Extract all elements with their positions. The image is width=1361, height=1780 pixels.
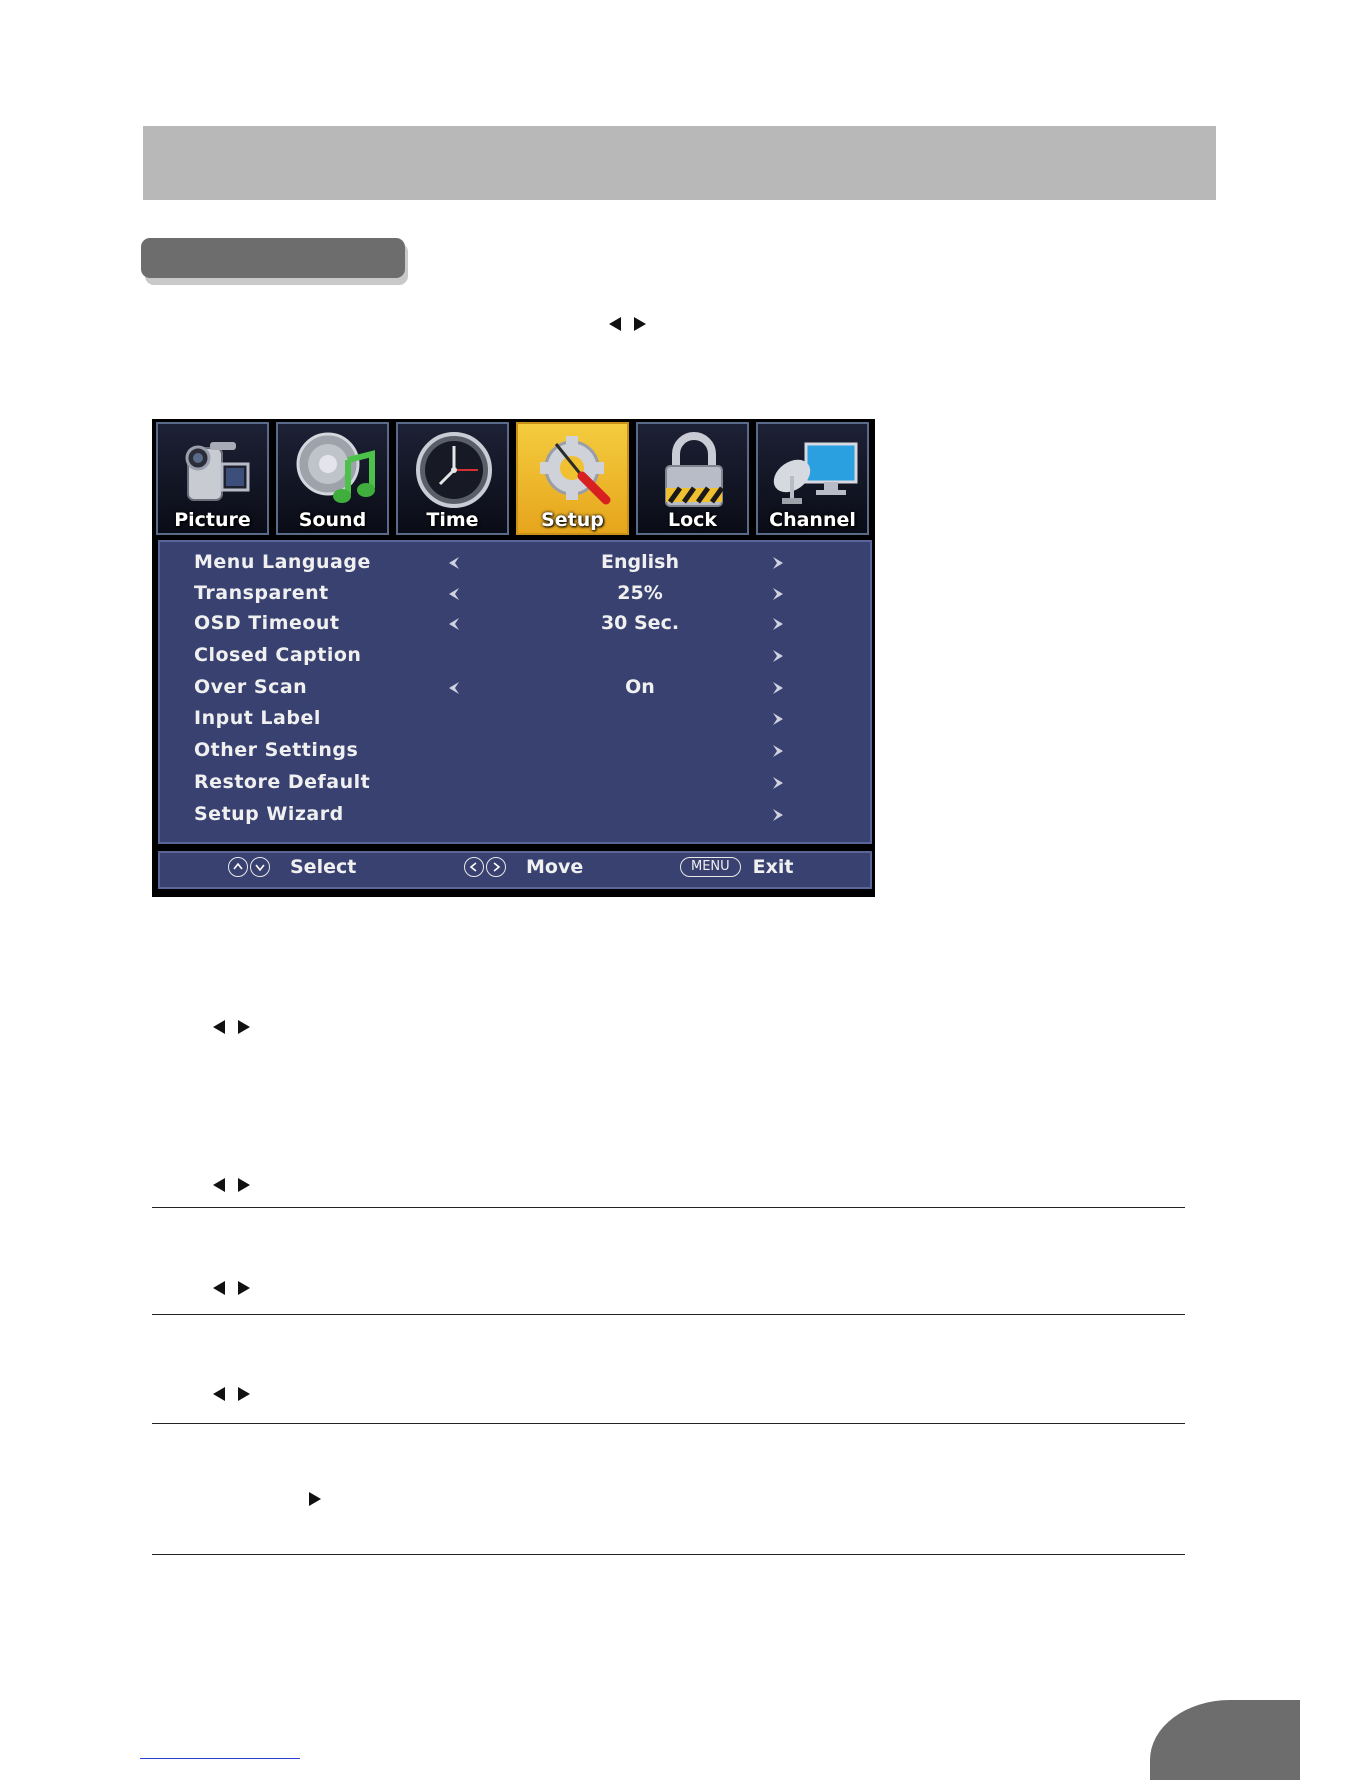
- menu-item-value: On: [625, 676, 655, 698]
- menu-item-label: Over Scan: [194, 676, 308, 698]
- section-title-pill: [141, 238, 405, 278]
- tab-picture[interactable]: [156, 422, 269, 535]
- tab-label: Lock: [667, 509, 718, 531]
- tab-label: Setup: [541, 509, 604, 531]
- up-circle-icon: [228, 857, 248, 877]
- camcorder-icon: [166, 430, 262, 510]
- menu-row-closed-caption[interactable]: [160, 642, 870, 672]
- exit-label: Exit: [752, 856, 794, 878]
- menu-row-restore-default[interactable]: [160, 769, 870, 799]
- menu-row-input-label[interactable]: [160, 705, 870, 735]
- setup-menu-panel: [158, 540, 872, 844]
- clock-icon: [406, 430, 502, 510]
- footer-link-underline[interactable]: [140, 1758, 300, 1759]
- menu-key-icon: MENU: [680, 857, 741, 877]
- tab-channel[interactable]: [756, 422, 869, 535]
- chevron-left-icon[interactable]: [446, 586, 462, 602]
- move-hint: [464, 856, 583, 878]
- divider: [152, 1423, 1185, 1424]
- menu-item-label: OSD Timeout: [194, 612, 340, 634]
- menu-row-other-settings[interactable]: [160, 737, 870, 767]
- padlock-icon: [646, 430, 742, 510]
- exit-hint: [680, 856, 794, 878]
- menu-item-label: Other Settings: [194, 739, 359, 761]
- tab-label: Sound: [298, 509, 367, 531]
- menu-item-label: Transparent: [194, 582, 329, 604]
- tab-label: Time: [426, 509, 479, 531]
- tab-setup[interactable]: [516, 422, 629, 535]
- chevron-right-icon[interactable]: [770, 743, 786, 759]
- tab-time[interactable]: [396, 422, 509, 535]
- left-right-arrows-icon: [213, 1178, 250, 1192]
- chevron-right-icon[interactable]: [770, 775, 786, 791]
- chevron-left-icon[interactable]: [446, 680, 462, 696]
- divider: [152, 1554, 1185, 1555]
- divider: [152, 1314, 1185, 1315]
- gear-screwdriver-icon: [526, 430, 622, 510]
- menu-item-label: Restore Default: [194, 771, 371, 793]
- tab-lock[interactable]: [636, 422, 749, 535]
- menu-item-value: 25%: [617, 582, 663, 604]
- select-hint: [228, 856, 356, 878]
- tab-sound[interactable]: [276, 422, 389, 535]
- move-label: Move: [526, 856, 584, 878]
- header-band: [143, 126, 1216, 200]
- tab-label: Picture: [174, 509, 251, 531]
- menu-item-label: Closed Caption: [194, 644, 362, 666]
- chevron-right-icon[interactable]: [770, 616, 786, 632]
- tab-label: Channel: [769, 509, 856, 531]
- chevron-right-icon[interactable]: [770, 680, 786, 696]
- chevron-right-icon[interactable]: [770, 711, 786, 727]
- chevron-right-icon[interactable]: [770, 586, 786, 602]
- osd-footer-hints: [158, 851, 872, 889]
- menu-row-setup-wizard[interactable]: [160, 801, 870, 831]
- left-right-arrows-icon: [213, 1387, 250, 1401]
- chevron-right-icon[interactable]: [770, 807, 786, 823]
- menu-row-menu-language[interactable]: [160, 549, 870, 579]
- menu-item-label: Menu Language: [194, 551, 371, 573]
- right-circle-icon: [486, 857, 506, 877]
- left-right-arrows-icon: [213, 1281, 250, 1295]
- down-circle-icon: [250, 857, 270, 877]
- chevron-right-icon[interactable]: [770, 648, 786, 664]
- speaker-music-icon: [286, 430, 382, 510]
- menu-item-value: English: [601, 551, 679, 573]
- menu-item-label: Setup Wizard: [194, 803, 344, 825]
- menu-item-value: 30 Sec.: [600, 612, 680, 634]
- page-number-tab: [1150, 1700, 1300, 1780]
- tv-osd-menu: [152, 419, 875, 897]
- menu-row-osd-timeout[interactable]: [160, 610, 870, 640]
- menu-row-transparent[interactable]: [160, 580, 870, 610]
- chevron-right-icon[interactable]: [770, 555, 786, 571]
- left-right-arrows-icon: [609, 317, 646, 331]
- satellite-monitor-icon: [766, 430, 862, 510]
- menu-tabs: [156, 422, 874, 537]
- left-right-arrows-icon: [213, 1020, 250, 1034]
- menu-row-over-scan[interactable]: [160, 674, 870, 704]
- right-arrow-icon: [309, 1492, 321, 1511]
- select-label: Select: [290, 856, 357, 878]
- menu-item-label: Input Label: [194, 707, 321, 729]
- divider: [152, 1207, 1185, 1208]
- chevron-left-icon[interactable]: [446, 555, 462, 571]
- chevron-left-icon[interactable]: [446, 616, 462, 632]
- left-circle-icon: [464, 857, 484, 877]
